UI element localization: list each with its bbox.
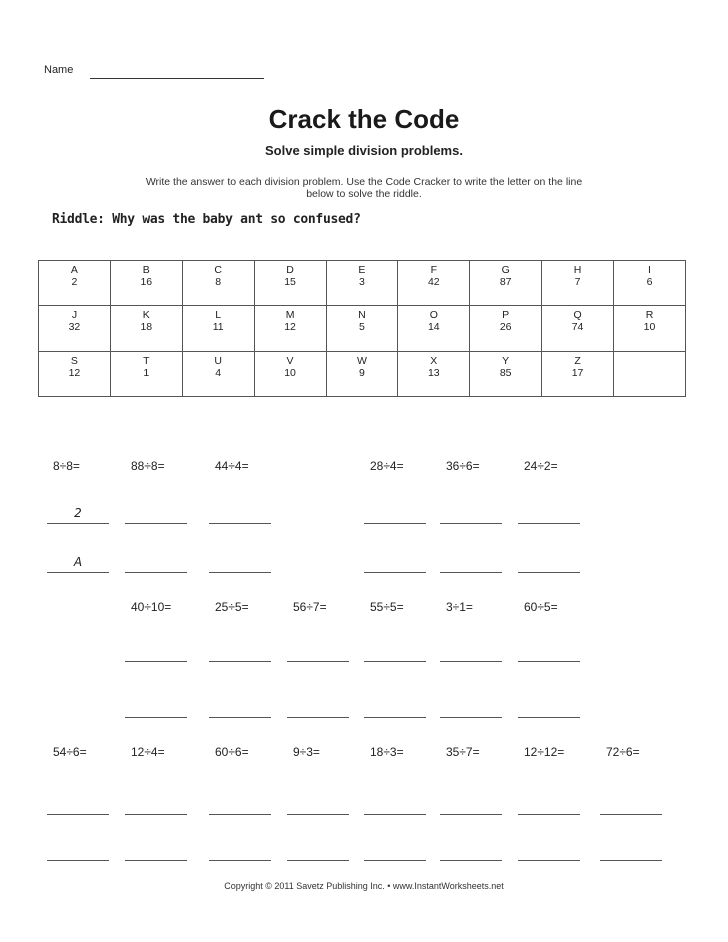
code-number: 17 [571, 366, 584, 379]
code-number: 15 [284, 276, 296, 288]
letter-line[interactable] [440, 717, 502, 718]
code-letter: Q [573, 309, 582, 322]
code-number: 10 [643, 321, 656, 334]
code-letter: R [645, 309, 654, 322]
code-letter: C [214, 264, 222, 276]
code-letter: T [143, 354, 150, 367]
code-number: 14 [427, 321, 440, 334]
code-number: 26 [499, 321, 512, 334]
code-row [39, 261, 686, 306]
division-problem: 44÷4= [215, 459, 249, 473]
code-letter: W [356, 354, 367, 367]
division-problem: 56÷7= [293, 600, 327, 614]
code-number: 87 [499, 276, 512, 288]
code-number: 2 [71, 276, 78, 288]
letter-text: A [73, 555, 83, 569]
letter-line[interactable] [125, 717, 187, 718]
code-letter: M [285, 309, 295, 322]
division-problem: 3÷1= [446, 600, 473, 614]
letter-line[interactable] [209, 860, 271, 861]
code-number: 12 [68, 366, 81, 379]
answer-line[interactable] [518, 661, 580, 662]
answer-line[interactable] [125, 523, 187, 524]
code-number: 8 [215, 276, 222, 288]
answer-line[interactable] [364, 523, 426, 524]
letter-line[interactable] [125, 860, 187, 861]
code-cell [326, 351, 398, 396]
answer-line[interactable] [287, 661, 349, 662]
division-problem: 35÷7= [446, 745, 480, 759]
code-letter: D [286, 264, 294, 276]
code-cell [326, 261, 398, 306]
code-cell [542, 351, 614, 396]
answer-line[interactable] [364, 814, 426, 815]
code-letter: O [429, 309, 438, 322]
answer-line[interactable] [518, 523, 580, 524]
letter-line[interactable] [287, 860, 349, 861]
code-letter: N [358, 309, 366, 322]
code-row [39, 351, 686, 396]
division-problem: 12÷4= [131, 745, 165, 759]
code-row [39, 306, 686, 351]
letter-line[interactable] [209, 572, 271, 573]
letter-line[interactable] [518, 717, 580, 718]
name-field-line[interactable] [90, 78, 264, 79]
answer-line[interactable] [440, 661, 502, 662]
answer-line[interactable] [209, 661, 271, 662]
answer-line[interactable] [518, 814, 580, 815]
code-number: 11 [212, 321, 224, 334]
code-number: 12 [284, 321, 296, 334]
name-label: Name [44, 64, 74, 76]
answer-line[interactable] [287, 814, 349, 815]
division-problem: 28÷4= [370, 459, 404, 473]
letter-line[interactable] [600, 860, 662, 861]
letter-line[interactable] [518, 860, 580, 861]
code-letter: S [70, 354, 78, 367]
letter-line[interactable] [209, 717, 271, 718]
answer-line[interactable] [125, 814, 187, 815]
code-number: 7 [574, 276, 581, 288]
code-cell [39, 261, 111, 306]
answer-line[interactable] [47, 814, 109, 815]
copyright: Copyright © 2011 Savetz Publishing Inc. • www.InstantWorksheets.net [224, 881, 504, 891]
answer-line[interactable] [440, 523, 502, 524]
code-number: 74 [571, 321, 584, 334]
code-cell [182, 351, 254, 396]
division-problem: 8÷8= [53, 459, 80, 473]
letter-line[interactable] [47, 572, 109, 573]
code-number: 9 [359, 366, 365, 379]
answer-line[interactable] [440, 814, 502, 815]
instructions [0, 176, 728, 200]
code-number: 32 [68, 321, 81, 334]
code-cell [254, 261, 326, 306]
code-number: 42 [427, 276, 440, 288]
division-problem: 9÷3= [293, 745, 320, 759]
code-cell [470, 351, 542, 396]
code-number: 10 [284, 366, 296, 379]
code-letter: I [648, 264, 651, 276]
letter-line[interactable] [440, 860, 502, 861]
code-cracker-table [38, 260, 686, 397]
answer-text: 2 [74, 506, 82, 520]
code-letter: U [214, 354, 222, 367]
instructions-line-1: Write the answer to each division problem. Use the Code Cracker to write the letter on the line [145, 176, 583, 188]
code-letter: A [70, 264, 78, 276]
letter-line[interactable] [364, 717, 426, 718]
page-subtitle: Solve simple division problems. [265, 143, 463, 158]
code-letter: V [286, 354, 294, 367]
letter-line[interactable] [518, 572, 580, 573]
division-problem: 54÷6= [53, 745, 87, 759]
code-letter: Y [502, 354, 510, 367]
code-cell [542, 261, 614, 306]
division-problem: 55÷5= [370, 600, 404, 614]
code-letter: E [358, 264, 366, 276]
code-letter: G [501, 264, 510, 276]
letter-line[interactable] [364, 860, 426, 861]
division-problem: 25÷5= [215, 600, 249, 614]
answer-line[interactable] [209, 814, 271, 815]
code-letter: F [430, 264, 438, 276]
code-number: 85 [499, 366, 512, 379]
answer-line[interactable] [209, 523, 271, 524]
code-letter: B [142, 264, 150, 276]
division-problem: 12÷12= [524, 745, 565, 759]
code-cell [614, 261, 686, 306]
code-number: 1 [143, 366, 150, 379]
answer-line[interactable] [600, 814, 662, 815]
code-cell [470, 261, 542, 306]
letter-line[interactable] [287, 717, 349, 718]
code-cell [110, 351, 182, 396]
code-letter: P [502, 309, 510, 322]
division-problem: 60÷6= [215, 745, 249, 759]
code-cell [470, 306, 542, 351]
code-cell [614, 351, 686, 396]
answer-line[interactable] [125, 661, 187, 662]
division-problem: 60÷5= [524, 600, 558, 614]
division-problem: 24÷2= [524, 459, 558, 473]
division-problem: 18÷3= [370, 745, 404, 759]
answer-line[interactable] [364, 661, 426, 662]
code-cell [542, 306, 614, 351]
instructions-line-2: below to solve the riddle. [306, 188, 422, 200]
division-problem: 88÷8= [131, 459, 165, 473]
letter-line[interactable] [47, 860, 109, 861]
code-cell [182, 261, 254, 306]
code-cell [254, 306, 326, 351]
answer-line[interactable] [47, 523, 109, 524]
code-letter: H [573, 264, 582, 276]
division-problem: 40÷10= [131, 600, 172, 614]
code-number: 3 [359, 276, 365, 288]
code-cell [182, 306, 254, 351]
letter-line[interactable] [364, 572, 426, 573]
code-letter: Z [574, 354, 581, 367]
code-letter: X [430, 354, 438, 367]
code-letter: K [142, 309, 150, 322]
code-cell [614, 306, 686, 351]
code-cell [326, 306, 398, 351]
code-cell [398, 351, 470, 396]
code-letter: L [215, 309, 222, 322]
code-number: 5 [359, 321, 365, 334]
division-problem: 72÷6= [606, 745, 640, 759]
code-number: 4 [215, 366, 222, 379]
code-letter: J [71, 309, 78, 322]
code-cell [398, 306, 470, 351]
page-title: Crack the Code [268, 104, 460, 134]
letter-line[interactable] [125, 572, 187, 573]
code-number: 16 [140, 276, 153, 288]
division-problem: 36÷6= [446, 459, 480, 473]
riddle: Riddle: Why was the baby ant so confused? [52, 212, 361, 227]
code-number: 6 [646, 276, 653, 288]
letter-line[interactable] [440, 572, 502, 573]
code-number: 18 [140, 321, 153, 334]
code-cell [254, 351, 326, 396]
code-cell [39, 306, 111, 351]
code-cell [110, 306, 182, 351]
code-cell [39, 351, 111, 396]
code-number: 13 [427, 366, 440, 379]
code-cell [398, 261, 470, 306]
code-cell [110, 261, 182, 306]
